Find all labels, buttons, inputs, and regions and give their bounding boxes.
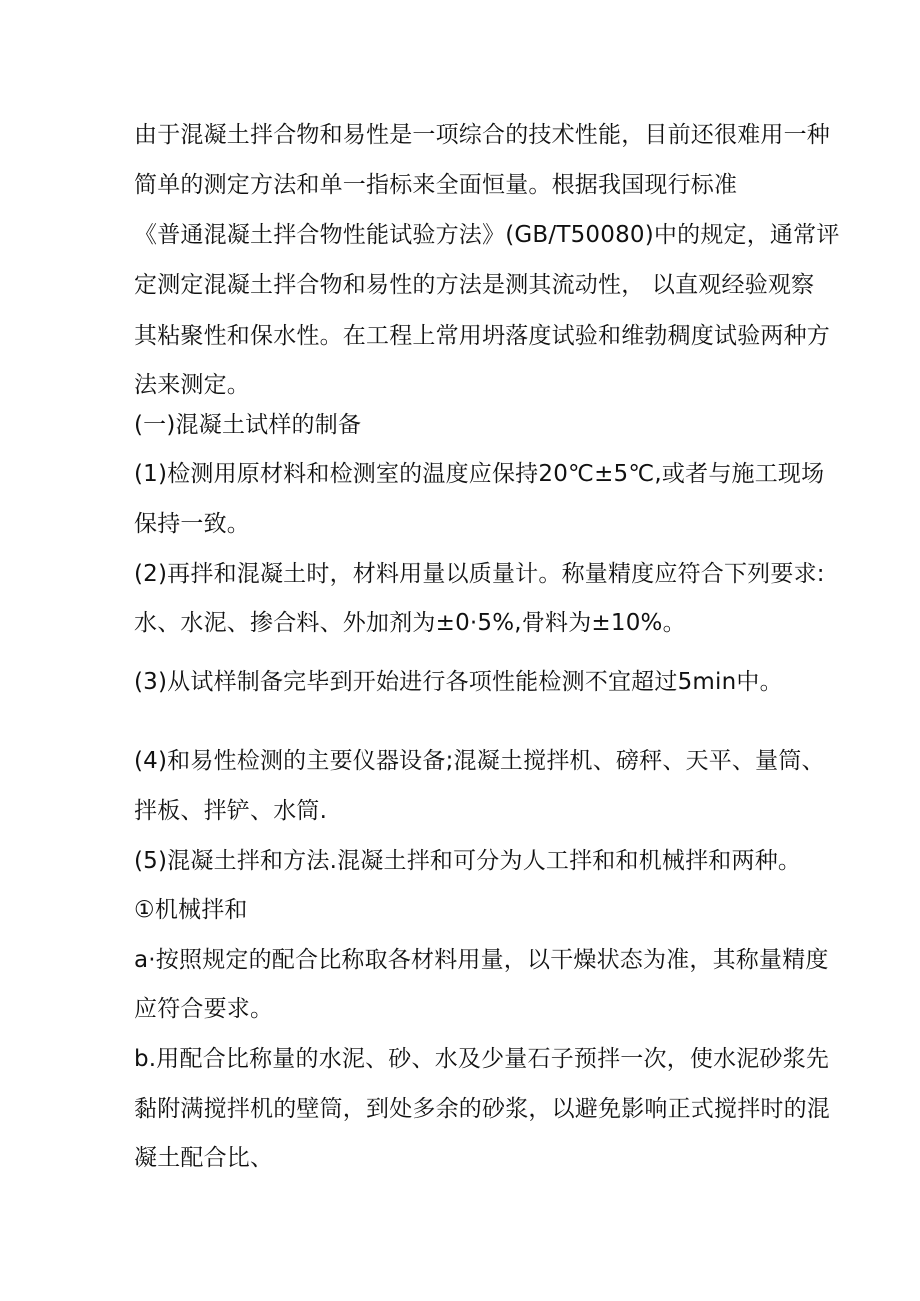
list-item: (1)检测用原材料和检测室的温度应保持20℃±5℃,或者与施工现场 xyxy=(134,461,825,487)
step-item-continuation: 黏附满搅拌机的壁筒，到处多余的砂浆，以避免影响正式搅拌时的混 xyxy=(134,1096,830,1122)
list-item-continuation: 拌板、拌铲、水筒. xyxy=(134,798,328,824)
list-item: (4)和易性检测的主要仪器设备;混凝土搅拌机、磅秤、天平、量筒、 xyxy=(134,748,825,774)
sub-heading: ①机械拌和 xyxy=(134,897,248,923)
step-item: a·按照规定的配合比称取各材料用量，以干燥状态为准，其称量精度 xyxy=(134,947,829,973)
paragraph-line: 《普通混凝土拌合物性能试验方法》(GB/T50080)中的规定，通常评 xyxy=(134,222,840,248)
step-item-continuation: 凝土配合比、 xyxy=(134,1145,274,1171)
list-item-continuation: 保持一致。 xyxy=(134,511,250,537)
list-item-continuation: 水、水泥、掺合料、外加剂为±0·5%,骨料为±10%。 xyxy=(134,610,686,636)
list-item: (5)混凝土拌和方法.混凝土拌和可分为人工拌和和机械拌和两种。 xyxy=(134,848,802,874)
list-item: (2)再拌和混凝土时，材料用量以质量计。称量精度应符合下列要求: xyxy=(134,561,825,587)
step-item: b.用配合比称量的水泥、砂、水及少量石子预拌一次，使水泥砂浆先 xyxy=(134,1046,830,1072)
paragraph-line: 其粘聚性和保水性。在工程上常用坍落度试验和维勃稠度试验两种方 xyxy=(134,323,830,349)
section-heading: (一)混凝土试样的制备 xyxy=(134,412,362,438)
paragraph-line: 定测定混凝土拌合物和易性的方法是测其流动性， 以直观经验观察 xyxy=(134,272,815,298)
paragraph-line: 简单的测定方法和单一指标来全面恒量。根据我国现行标准 xyxy=(134,172,738,198)
paragraph-line: 法来测定。 xyxy=(134,372,250,398)
paragraph-line: 由于混凝土拌合物和易性是一项综合的技术性能，目前还很难用一种 xyxy=(134,122,830,148)
step-item-continuation: 应符合要求。 xyxy=(134,996,274,1022)
list-item: (3)从试样制备完毕到开始进行各项性能检测不宜超过5min中。 xyxy=(134,669,783,695)
